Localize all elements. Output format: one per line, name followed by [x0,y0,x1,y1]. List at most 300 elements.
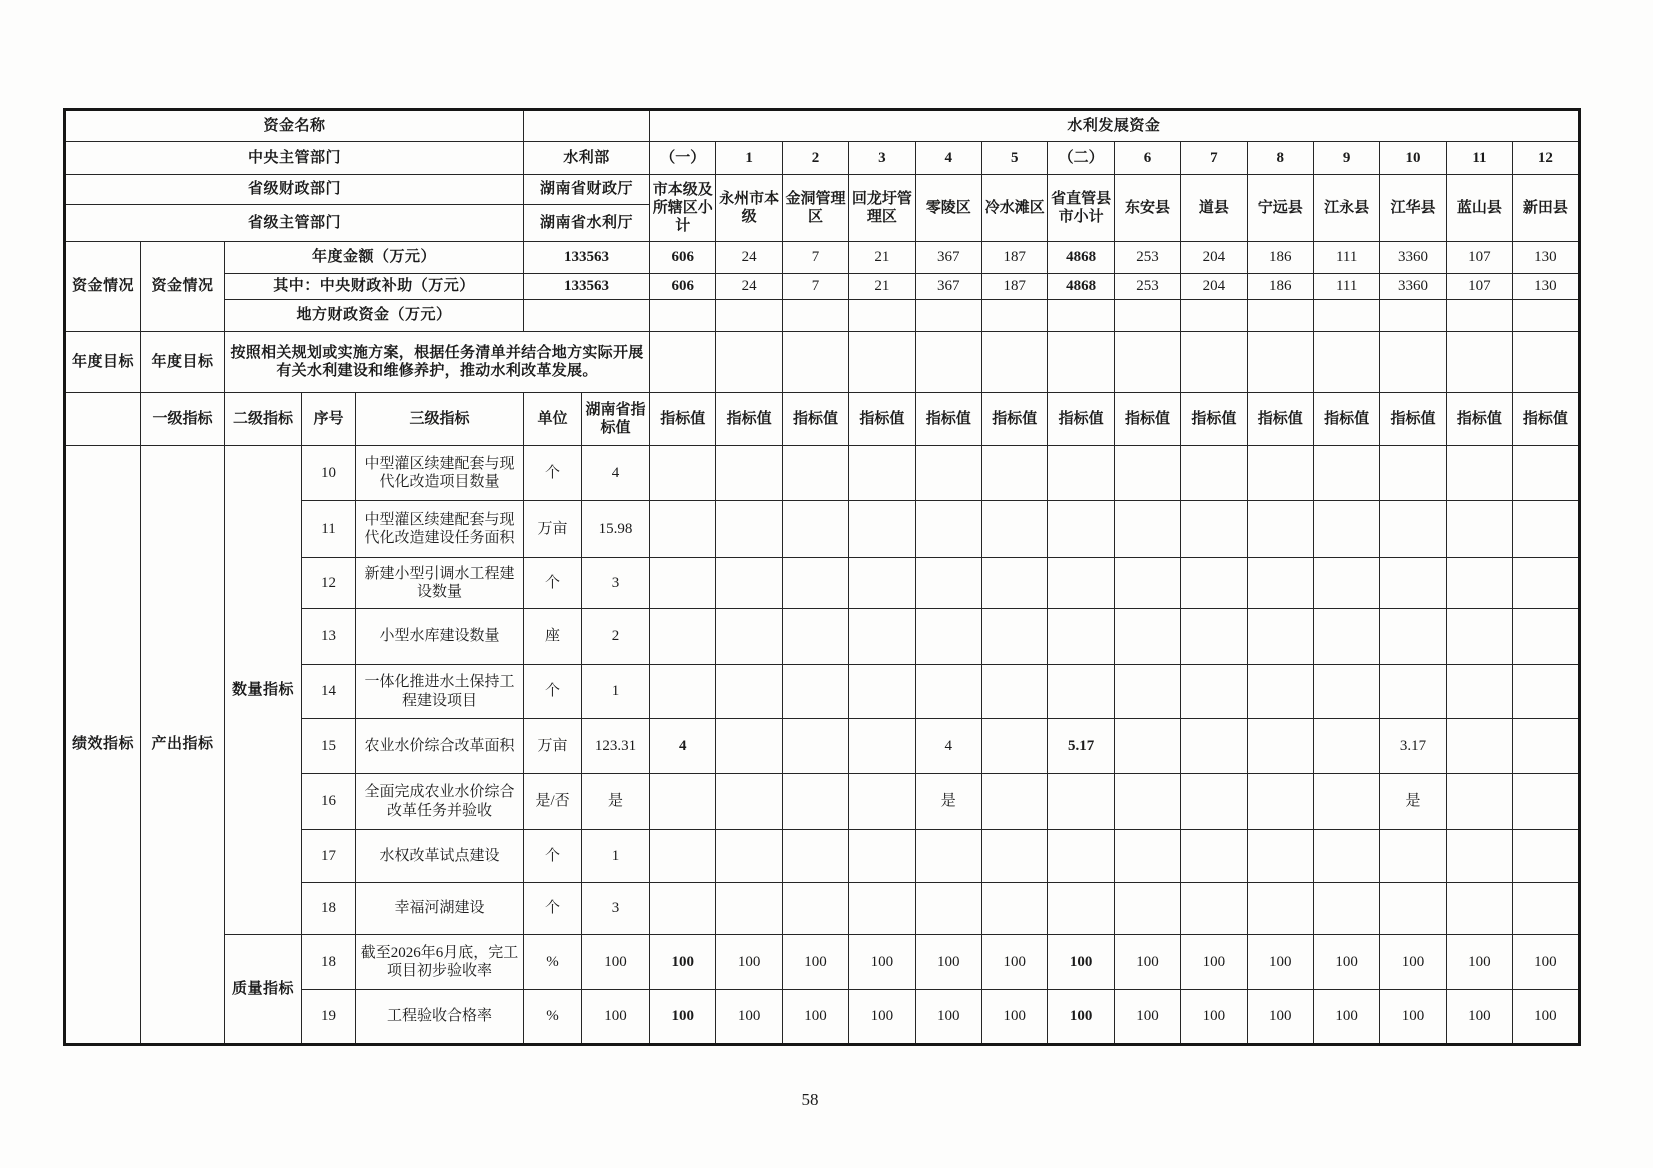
indicator-value [716,830,782,883]
indicator-value [1048,665,1114,719]
indicator-value [716,446,782,501]
indicator-value [1380,446,1446,501]
header-indicator-value: 指标值 [782,393,848,446]
indicator-value: 4 [650,719,716,774]
indicator-value: 100 [1181,935,1247,990]
goal-value [1048,332,1114,393]
goal-value [650,332,716,393]
indicator-value [982,501,1048,558]
fund-value: 24 [716,274,782,300]
indicator-unit: 万亩 [524,501,582,558]
indicator-value [982,665,1048,719]
indicator-value [716,501,782,558]
fund-value [915,300,981,332]
indicator-name: 截至2026年6月底，完工项目初步验收率 [356,935,524,990]
header-level2: 二级指标 [225,393,302,446]
fund-section-label: 资金情况 [65,242,141,332]
fund-value [650,300,716,332]
fund-value: 186 [1247,242,1313,274]
indicator-name: 幸福河湖建设 [356,883,524,935]
fund-total-value: 133563 [524,242,650,274]
fund-row-label: 其中：中央财政补助（万元） [225,274,524,300]
indicator-value [1181,830,1247,883]
fund-value: 107 [1446,242,1512,274]
hunan-target-value: 2 [582,609,650,665]
indicator-value: 100 [1247,935,1313,990]
header-indicator-value: 指标值 [650,393,716,446]
indicator-name: 农业水价综合改革面积 [356,719,524,774]
fund-value: 107 [1446,274,1512,300]
indicator-value [782,665,848,719]
indicator-value [1446,558,1512,609]
indicator-unit: 个 [524,558,582,609]
fund-value: 606 [650,242,716,274]
header-level1: 一级指标 [141,393,225,446]
indicator-value: 100 [650,990,716,1045]
indicator-value [915,830,981,883]
fund-value: 367 [915,274,981,300]
fund-value [982,300,1048,332]
indicator-value [1247,719,1313,774]
fund-value [1380,300,1446,332]
indicator-value [915,558,981,609]
indicator-value [1114,501,1180,558]
indicator-value [849,609,915,665]
indicator-value [1313,719,1379,774]
column-code: 4 [915,142,981,175]
fund-value [1247,300,1313,332]
indicator-value [1313,774,1379,830]
indicator-value [1513,719,1580,774]
goal-value [1513,332,1580,393]
indicator-unit: 万亩 [524,719,582,774]
indicator-value [982,558,1048,609]
fund-section-label: 资金情况 [141,242,225,332]
column-code: 3 [849,142,915,175]
region-name: 新田县 [1513,175,1580,242]
fund-row-label: 地方财政资金（万元） [225,300,524,332]
hunan-target-value: 1 [582,830,650,883]
indicator-name: 全面完成农业水价综合改革任务并验收 [356,774,524,830]
indicator-seq: 19 [302,990,356,1045]
annual-goal-text: 按照相关规划或实施方案，根据任务清单并结合地方实际开展有关水利建设和维修养护，推动水利改革发展。 [225,332,650,393]
indicator-value [1181,501,1247,558]
header-indicator-value: 指标值 [1247,393,1313,446]
indicator-value: 100 [1380,990,1446,1045]
indicator-value [1313,501,1379,558]
fund-value: 111 [1313,274,1379,300]
indicator-seq: 15 [302,719,356,774]
indicator-value [915,883,981,935]
prov-dept-value: 湖南省水利厅 [524,205,650,242]
indicator-value: 100 [915,990,981,1045]
indicator-value [1114,719,1180,774]
quantity-indicator-label: 数量指标 [225,446,302,935]
region-name: 江永县 [1313,175,1379,242]
indicator-value [849,883,915,935]
indicator-value: 100 [1247,990,1313,1045]
region-name: 东安县 [1114,175,1180,242]
fund-value: 606 [650,274,716,300]
fund-value: 3360 [1380,274,1446,300]
indicator-value [1114,830,1180,883]
indicator-value: 100 [1313,990,1379,1045]
indicator-seq: 16 [302,774,356,830]
indicator-value [782,609,848,665]
indicator-unit: 座 [524,609,582,665]
indicator-value [1446,883,1512,935]
indicator-value [915,665,981,719]
indicator-value [1380,830,1446,883]
indicator-value [982,883,1048,935]
indicator-value [849,774,915,830]
region-name: 冷水滩区 [982,175,1048,242]
indicator-value [1513,883,1580,935]
indicator-value [716,665,782,719]
indicator-value [782,446,848,501]
region-name: 宁远县 [1247,175,1313,242]
region-name: 永州市本级 [716,175,782,242]
column-code: （一） [650,142,716,175]
fund-row-label: 年度金额（万元） [225,242,524,274]
indicator-unit: % [524,935,582,990]
indicator-value [1446,446,1512,501]
indicator-value [650,665,716,719]
goal-value [1380,332,1446,393]
indicator-value [982,609,1048,665]
indicator-value [650,774,716,830]
indicator-value [1380,665,1446,719]
indicator-value: 是 [1380,774,1446,830]
region-name: 道县 [1181,175,1247,242]
indicator-value: 100 [1446,935,1512,990]
indicator-value [1513,558,1580,609]
indicator-value [716,719,782,774]
indicator-value [716,609,782,665]
indicator-value [915,501,981,558]
fund-value: 186 [1247,274,1313,300]
fund-value: 7 [782,274,848,300]
hunan-target-value: 3 [582,558,650,609]
indicator-value [1446,774,1512,830]
fund-value [849,300,915,332]
fund-value: 111 [1313,242,1379,274]
column-code: 10 [1380,142,1446,175]
indicator-value [716,774,782,830]
column-code: （二） [1048,142,1114,175]
indicator-value [1247,665,1313,719]
indicator-name: 水权改革试点建设 [356,830,524,883]
indicator-value: 100 [849,990,915,1045]
column-code: 2 [782,142,848,175]
indicator-value [1513,665,1580,719]
goal-value [1114,332,1180,393]
fund-value: 204 [1181,242,1247,274]
fund-value: 187 [982,242,1048,274]
region-name: 零陵区 [915,175,981,242]
header-indicator-value: 指标值 [1181,393,1247,446]
indicator-value [1247,774,1313,830]
indicator-unit: 个 [524,883,582,935]
header-seq: 序号 [302,393,356,446]
indicator-value: 100 [1048,935,1114,990]
indicator-unit: % [524,990,582,1045]
indicator-value [1380,501,1446,558]
fund-value: 253 [1114,274,1180,300]
indicator-value [1446,830,1512,883]
indicator-value [782,830,848,883]
fund-value: 4868 [1048,274,1114,300]
column-code: 6 [1114,142,1180,175]
indicator-value [1181,719,1247,774]
indicator-value [1513,830,1580,883]
indicator-value [782,883,848,935]
indicator-value: 100 [1181,990,1247,1045]
indicator-value [1181,883,1247,935]
indicator-value [1181,446,1247,501]
indicator-seq: 18 [302,883,356,935]
annual-goal-label: 年度目标 [65,332,141,393]
indicator-value: 100 [716,935,782,990]
indicator-value: 100 [1380,935,1446,990]
indicator-value [1247,609,1313,665]
indicator-value [1247,558,1313,609]
fund-value: 24 [716,242,782,274]
column-code: 5 [982,142,1048,175]
header-indicator-value: 指标值 [1513,393,1580,446]
fund-value: 253 [1114,242,1180,274]
indicator-value [1114,665,1180,719]
indicator-value [849,665,915,719]
empty-cell [524,110,650,142]
hunan-target-value: 100 [582,935,650,990]
indicator-value [1313,609,1379,665]
output-indicator-label: 产出指标 [141,446,225,1045]
indicator-value [1114,609,1180,665]
indicator-value: 100 [1114,990,1180,1045]
indicator-value [1313,558,1379,609]
column-code: 11 [1446,142,1512,175]
indicator-value: 100 [982,990,1048,1045]
indicator-value [1313,830,1379,883]
goal-value [982,332,1048,393]
indicator-value [1247,446,1313,501]
indicator-value: 100 [1513,935,1580,990]
page-number: 58 [801,1090,819,1109]
indicator-value [915,446,981,501]
indicator-value [1513,609,1580,665]
indicator-value: 3.17 [1380,719,1446,774]
budget-performance-table [63,108,1581,1046]
indicator-value: 100 [1446,990,1512,1045]
column-code: 8 [1247,142,1313,175]
fund-value: 187 [982,274,1048,300]
header-hunan-target: 湖南省指标值 [582,393,650,446]
column-code: 7 [1181,142,1247,175]
fund-value: 367 [915,242,981,274]
central-dept-value: 水利部 [524,142,650,175]
region-name: 省直管县市小计 [1048,175,1114,242]
hunan-target-value: 15.98 [582,501,650,558]
indicator-value [1446,501,1512,558]
indicator-name: 小型水库建设数量 [356,609,524,665]
indicator-value [1513,774,1580,830]
indicator-value [1380,883,1446,935]
indicator-value [849,830,915,883]
indicator-seq: 17 [302,830,356,883]
indicator-value [849,501,915,558]
indicator-name: 中型灌区续建配套与现代化改造项目数量 [356,446,524,501]
indicator-value [1181,665,1247,719]
indicator-seq: 13 [302,609,356,665]
indicator-value [650,830,716,883]
indicator-value: 100 [1313,935,1379,990]
header-indicator-value: 指标值 [849,393,915,446]
indicator-value [982,774,1048,830]
indicator-value: 100 [650,935,716,990]
fund-value [782,300,848,332]
indicator-unit: 是/否 [524,774,582,830]
indicator-value: 5.17 [1048,719,1114,774]
perf-indicator-label: 绩效指标 [65,446,141,1045]
indicator-value [650,883,716,935]
indicator-name: 工程验收合格率 [356,990,524,1045]
fund-value: 204 [1181,274,1247,300]
indicator-value [1446,665,1512,719]
indicator-value [1114,883,1180,935]
indicator-value [1048,830,1114,883]
indicator-value [1247,883,1313,935]
indicator-value [1446,719,1512,774]
empty-cell [65,393,141,446]
indicator-value [1114,774,1180,830]
indicator-value [1513,501,1580,558]
indicator-value [1181,609,1247,665]
indicator-seq: 11 [302,501,356,558]
indicator-value: 100 [1114,935,1180,990]
indicator-seq: 10 [302,446,356,501]
indicator-name: 中型灌区续建配套与现代化改造建设任务面积 [356,501,524,558]
fund-value: 130 [1513,242,1580,274]
goal-value [1446,332,1512,393]
fund-value: 3360 [1380,242,1446,274]
fund-value [1513,300,1580,332]
indicator-value [650,446,716,501]
fund-name-label: 资金名称 [65,110,524,142]
indicator-value [1247,501,1313,558]
column-code: 9 [1313,142,1379,175]
fund-value [1446,300,1512,332]
indicator-value [1048,609,1114,665]
fund-value: 21 [849,274,915,300]
prov-finance-value: 湖南省财政厅 [524,175,650,205]
indicator-value [650,501,716,558]
indicator-value [716,883,782,935]
header-level3: 三级指标 [356,393,524,446]
region-name: 市本级及所辖区小计 [650,175,716,242]
indicator-value [915,609,981,665]
hunan-target-value: 100 [582,990,650,1045]
fund-value [1048,300,1114,332]
indicator-value [1313,665,1379,719]
header-indicator-value: 指标值 [1446,393,1512,446]
indicator-value: 100 [782,990,848,1045]
goal-value [915,332,981,393]
central-dept-label: 中央主管部门 [65,142,524,175]
indicator-value [1313,446,1379,501]
indicator-value [1247,830,1313,883]
fund-value: 7 [782,242,848,274]
goal-value [716,332,782,393]
annual-goal-label: 年度目标 [141,332,225,393]
hunan-target-value: 1 [582,665,650,719]
indicator-value [782,501,848,558]
header-indicator-value: 指标值 [1313,393,1379,446]
fund-value [1181,300,1247,332]
hunan-target-value: 4 [582,446,650,501]
hunan-target-value: 123.31 [582,719,650,774]
indicator-value: 是 [915,774,981,830]
fund-value [1313,300,1379,332]
prov-finance-label: 省级财政部门 [65,175,524,205]
indicator-value [849,558,915,609]
indicator-value [1048,774,1114,830]
goal-value [849,332,915,393]
quality-indicator-label: 质量指标 [225,935,302,1045]
indicator-value: 100 [716,990,782,1045]
fund-value: 21 [849,242,915,274]
goal-value [1247,332,1313,393]
header-indicator-value: 指标值 [1380,393,1446,446]
indicator-value [1181,558,1247,609]
indicator-seq: 18 [302,935,356,990]
indicator-unit: 个 [524,665,582,719]
indicator-value [650,558,716,609]
indicator-value: 100 [1048,990,1114,1045]
indicator-value [1048,501,1114,558]
indicator-value [782,774,848,830]
indicator-value [982,719,1048,774]
indicator-value [1048,446,1114,501]
indicator-value [1380,558,1446,609]
indicator-value [1380,609,1446,665]
hunan-target-value: 是 [582,774,650,830]
indicator-value [982,446,1048,501]
indicator-value [1181,774,1247,830]
goal-value [782,332,848,393]
indicator-value [782,558,848,609]
region-name: 回龙圩管理区 [849,175,915,242]
region-name: 蓝山县 [1446,175,1512,242]
indicator-value [1446,609,1512,665]
indicator-value: 4 [915,719,981,774]
indicator-unit: 个 [524,830,582,883]
indicator-value [849,446,915,501]
fund-total-value [524,300,650,332]
indicator-value [782,719,848,774]
indicator-value [1048,558,1114,609]
header-indicator-value: 指标值 [1048,393,1114,446]
hunan-target-value: 3 [582,883,650,935]
indicator-seq: 12 [302,558,356,609]
indicator-seq: 14 [302,665,356,719]
fund-name-value: 水利发展资金 [650,110,1580,142]
region-name: 江华县 [1380,175,1446,242]
indicator-value [716,558,782,609]
indicator-value [1513,446,1580,501]
region-name: 金洞管理区 [782,175,848,242]
indicator-value: 100 [849,935,915,990]
